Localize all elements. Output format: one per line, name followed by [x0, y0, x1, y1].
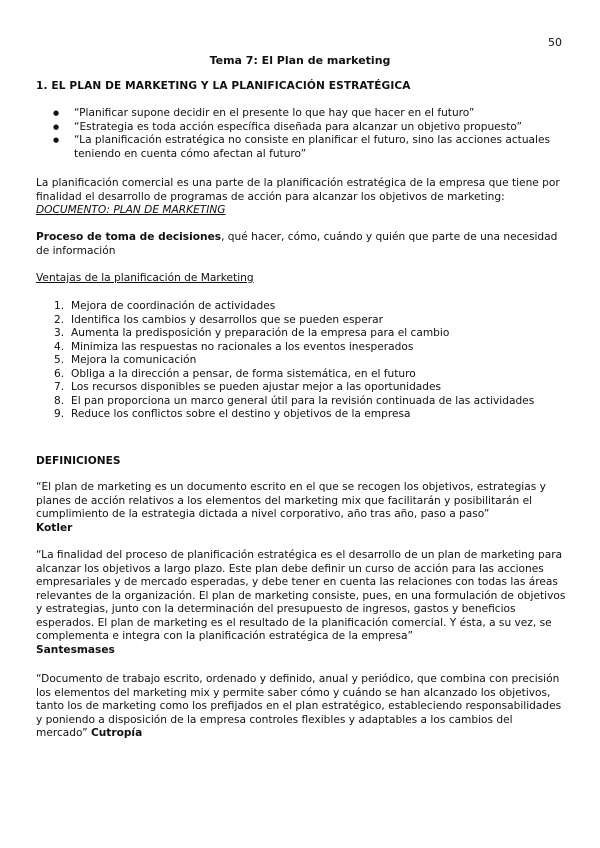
ventajas-list [36, 300, 566, 422]
list-item: 4. Minimiza las respuestas no racionales a los eventos inesperados [54, 340, 414, 353]
definiciones-heading: DEFINICIONES [36, 455, 121, 467]
quote-text: “El plan de marketing es un documento escrito en el que se recogen los objetivos, estrategias y planes de acción relativos a los elementos del marketing mix que facilitarán y posibilitarán el cumplimiento de la estrategia dictada a nivel corporativo, año tras año, paso a paso” [36, 481, 546, 520]
definition-cutropia [36, 673, 566, 741]
list-item: 1. Mejora de coordinación de actividades [54, 300, 276, 312]
decision-term: Proceso de toma de decisiones [36, 231, 222, 243]
decision-text: , qué hacer, cómo, cuándo y quién que parte de una necesidad de información [36, 231, 558, 257]
quote-author: Santesmases [36, 643, 115, 656]
definition-santesmases [36, 549, 566, 657]
list-item: 7. Los recursos disponibles se pueden ajustar mejor a las oportunidades [54, 381, 442, 393]
decision-paragraph [36, 231, 566, 258]
intro-paragraph [36, 177, 566, 218]
document-link[interactable]: DOCUMENTO: PLAN DE MARKETING [36, 204, 226, 216]
list-item: 9. Reduce los conflictos sobre el destino y objetivos de la empresa [54, 408, 411, 420]
quote-author: Cutropía [90, 727, 143, 739]
page-number: 50 [548, 36, 562, 49]
quote-author: Kotler [36, 521, 73, 534]
page-title: Tema 7: El Plan de marketing [209, 54, 391, 67]
quote-text: “Documento de trabajo escrito, ordenado y definido, anual y periódico, que combina con precisión los elementos del marketing mix y permite saber cómo y cuándo se han alcanzado los objetivos, tanto los de marketing como los prefijados en el plan estratégico, estableciendo responsabilidades y poniendo a disposición de la empresa controles flexibles y adaptables a los cambios del mercado” [36, 673, 562, 739]
list-item: 2. Identifica los cambios y desarrollos que se pueden esperar [54, 313, 383, 326]
list-item: ● “Estrategia es toda acción específica diseñada para alcanzar un objetivo propuesto” [36, 121, 566, 135]
list-item: 5. Mejora la comunicación [54, 354, 197, 366]
section-heading: 1. EL PLAN DE MARKETING Y LA PLANIFICACIÓN ESTRATÉGICA [36, 80, 411, 92]
list-item: 8. El pan proporciona un marco general útil para la revisión continuada de las actividades [54, 394, 535, 407]
list-item: ● “Planificar supone decidir en el presente lo que hay que hacer en el futuro” [36, 107, 566, 121]
intro-text: La planificación comercial es una parte de la planificación estratégica de la empresa que tiene por finalidad el desarrollo de programas de acción para alcanzar los objetivos de marketing: [36, 177, 560, 203]
list-item: ● “La planificación estratégica no consiste en planificar el futuro, sino las acciones actuales teniendo en cuenta cómo afectan al futuro” [36, 134, 566, 161]
list-item: 6. Obliga a la dirección a pensar, de forma sistemática, en el futuro [54, 367, 416, 380]
list-item: 3. Aumenta la predisposición y preparación de la empresa para el cambio [54, 327, 450, 339]
quote-bullet-list [36, 107, 566, 161]
ventajas-heading: Ventajas de la planificación de Marketing [36, 272, 254, 284]
definition-kotler [36, 481, 566, 535]
quote-text: “La finalidad del proceso de planificación estratégica es el desarrollo de un plan de marketing para alcanzar los objetivos a largo plazo. Este plan debe definir un curso de acción para las acciones empresariales y de mercado esperadas, y debe tener en cuenta las relaciones con todas las áreas relevantes de la organización. El plan de marketing consiste, pues, en una formulación de objetivos y estrategias, junto con la determinación del presupuesto de ingresos, gastos y beneficios esperados. El plan de marketing es el resultado de la planificación comercial. Y ésta, a su vez, se complementa e integra con la planificación estratégica de la empresa” [36, 549, 566, 642]
